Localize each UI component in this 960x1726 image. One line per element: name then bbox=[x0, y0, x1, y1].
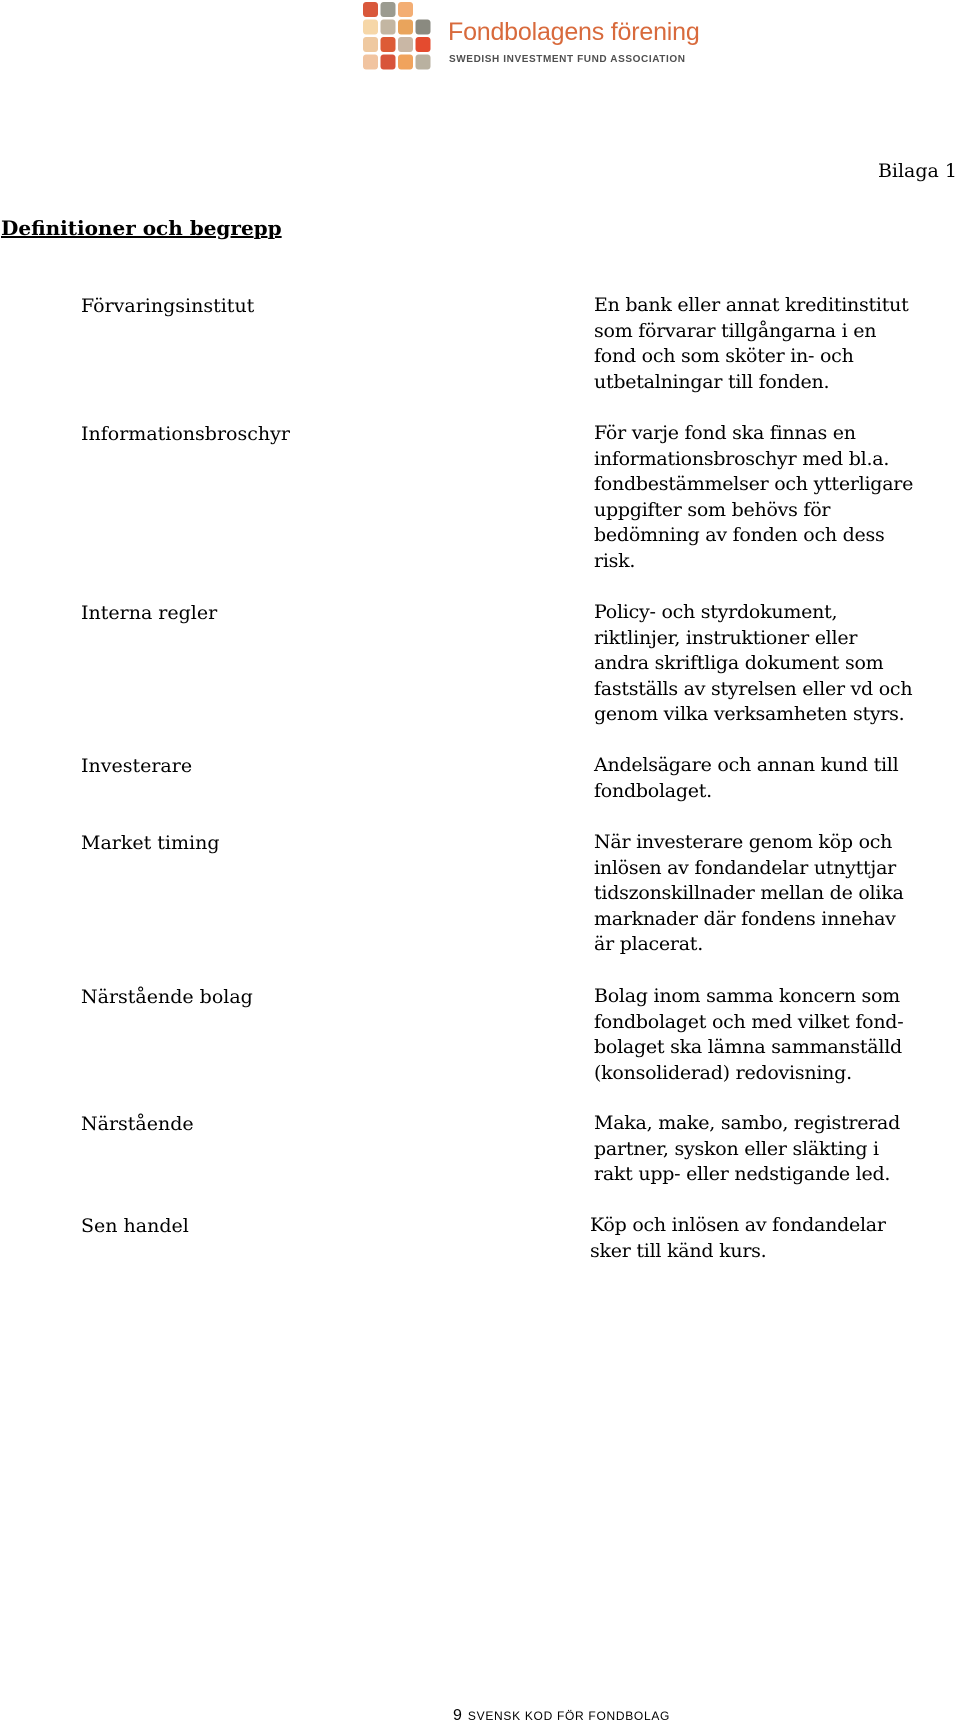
logo-tile bbox=[363, 37, 378, 52]
logo-tile bbox=[381, 55, 396, 70]
definition-term: Närstående bbox=[81, 1113, 194, 1135]
logo-tile bbox=[416, 55, 431, 70]
page-title: Definitioner och begrepp bbox=[1, 216, 282, 240]
logo-tile-grid bbox=[363, 2, 433, 72]
definition-term: Market timing bbox=[81, 832, 220, 854]
definition-text: Maka, make, sambo, registrerad partner, syskon eller släkting i rakt upp- eller nedstigande led. bbox=[594, 1112, 901, 1186]
page-number: 9 bbox=[453, 1707, 462, 1724]
definition-text: För varje fond ska finnas en informationsbroschyr med bl.a. fondbestämmelser och ytterligare uppgifter som behövs för bedömning av fonden och dess risk. bbox=[594, 422, 914, 572]
definition-term: Investerare bbox=[81, 755, 193, 777]
definition-text: Köp och inlösen av fondandelar sker till känd kurs. bbox=[590, 1214, 886, 1262]
logo-tile bbox=[398, 37, 413, 52]
logo-tagline: SWEDISH INVESTMENT FUND ASSOCIATION bbox=[449, 54, 686, 65]
definition-text: Bolag inom samma koncern som fondbolaget och med vilket fond- bolaget ska lämna sammanställd (konsoliderad) redovisning. bbox=[594, 985, 904, 1084]
annex-label: Bilaga 1 bbox=[877, 160, 957, 182]
logo-tile bbox=[398, 20, 413, 35]
logo-tile bbox=[398, 2, 413, 17]
logo-tile bbox=[398, 55, 413, 70]
logo-name: Fondbolagens förening bbox=[448, 18, 700, 46]
definition-term: Sen handel bbox=[81, 1215, 189, 1237]
definition-text: När investerare genom köp och inlösen av fondandelar utnyttjar tidszonskillnader mellan de olika marknader där fondens innehav är placerat. bbox=[594, 831, 904, 956]
definition-text: En bank eller annat kreditinstitut som förvarar tillgångarna i en fond och som sköter in- och utbetalningar till fonden. bbox=[594, 294, 909, 393]
definition-term: Närstående bolag bbox=[81, 986, 253, 1008]
logo-tile bbox=[416, 20, 431, 35]
logo-tile bbox=[363, 20, 378, 35]
logo-tile bbox=[416, 37, 431, 52]
definition-term: Förvaringsinstitut bbox=[81, 295, 255, 317]
footer-text: SVENSK KOD FÖR FONDBOLAG bbox=[467, 1709, 671, 1723]
logo-tile bbox=[363, 2, 378, 17]
association-logo bbox=[363, 0, 700, 78]
definition-text: Andelsägare och annan kund till fondbolaget. bbox=[594, 754, 899, 802]
logo-tile bbox=[381, 37, 396, 52]
definition-text: Policy- och styrdokument, riktlinjer, instruktioner eller andra skriftliga dokument som fastställs av styrelsen eller vd och genom vilka verksamheten styrs. bbox=[594, 601, 913, 726]
definition-term: Interna regler bbox=[81, 602, 218, 624]
logo-tile bbox=[381, 20, 396, 35]
logo-tile bbox=[363, 55, 378, 70]
definition-term: Informationsbroschyr bbox=[81, 423, 290, 445]
logo-tile bbox=[381, 2, 396, 17]
page-footer bbox=[453, 1705, 670, 1725]
